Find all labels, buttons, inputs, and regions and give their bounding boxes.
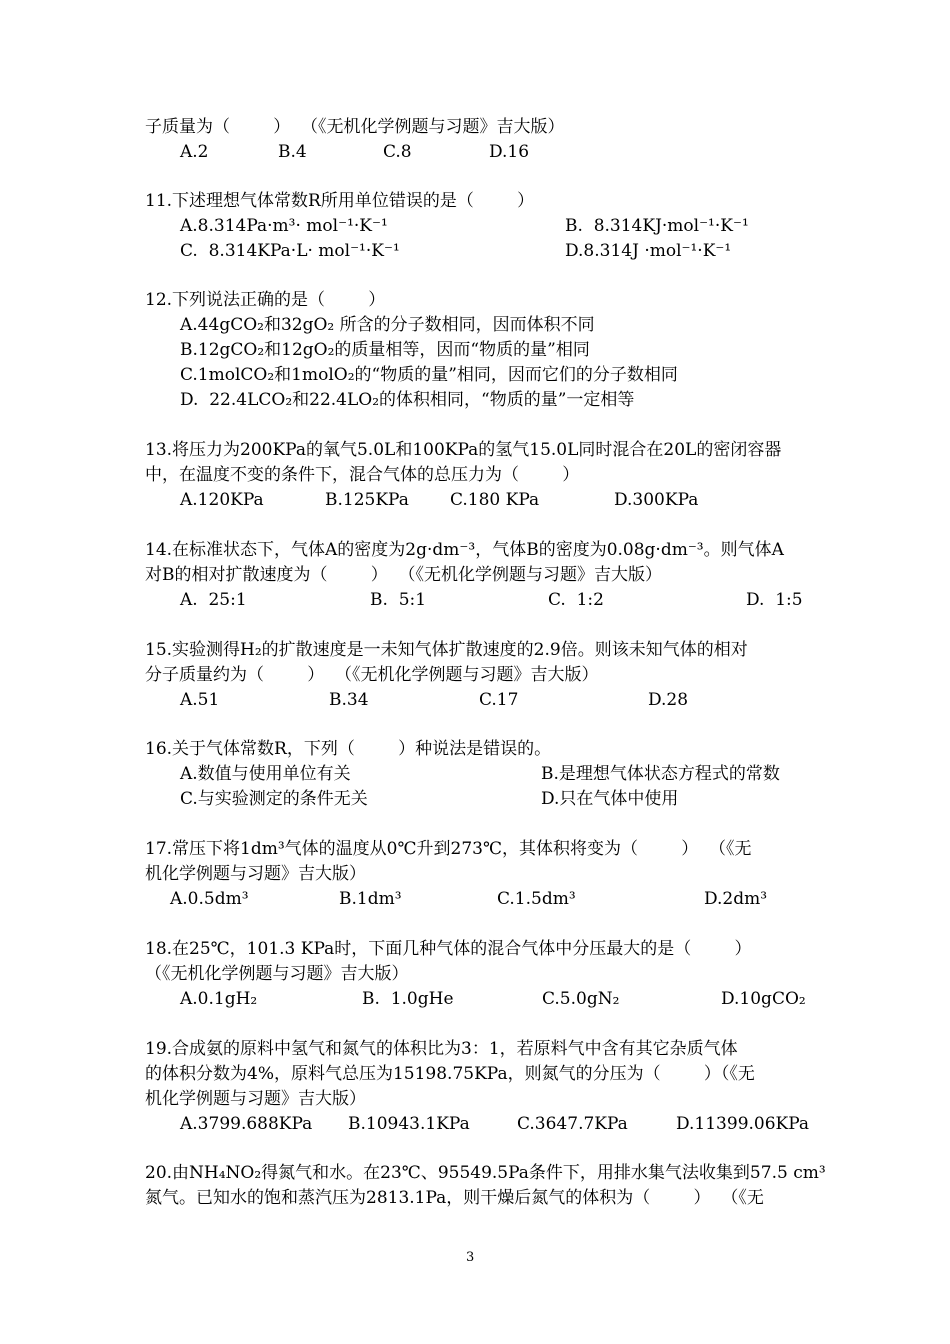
q15-stem-line: 分子质量约为（ ） （《无机化学例题与习题》吉大版） [145, 665, 599, 685]
q15-option-b: B.34 [329, 690, 369, 710]
q17-stem-line: 17.常压下将1dm³气体的温度从0℃升到273℃，其体积将变为（ ） （《无 [145, 839, 752, 859]
q10-option-b: B.4 [278, 142, 307, 162]
q18-option-a: A.0.1gH₂ [180, 989, 258, 1009]
q17-option-d: D.2dm³ [704, 889, 768, 909]
q20-stem-line: 氮气。已知水的饱和蒸汽压为2813.1Pa，则干燥后氮气的体积为（ ） （《无 [145, 1188, 764, 1208]
q11-option-a: A.8.314Pa·m³· mol⁻¹·K⁻¹ [180, 216, 388, 236]
q13-option-d: D.300KPa [614, 490, 699, 510]
q17-option-b: B.1dm³ [339, 889, 402, 909]
q11-option-c: C. 8.314KPa·L· mol⁻¹·K⁻¹ [180, 241, 400, 261]
q19-stem-line: 19.合成氨的原料中氢气和氮气的体积比为3：1，若原料气中含有其它杂质气体 [145, 1039, 738, 1059]
q18-stem-line: 18.在25℃，101.3 KPa时，下面几种气体的混合气体中分压最大的是（ ） [145, 939, 752, 959]
q14-stem-line: 14.在标准状态下，气体A的密度为2g·dm⁻³，气体B的密度为0.08g·dm⁻³。则气体A [145, 540, 784, 560]
q20-stem-line: 20.由NH₄NO₂得氮气和水。在23℃、95549.5Pa条件下，用排水集气法收集到57.5 cm³ [145, 1163, 826, 1183]
q14-option-a: A. 25:1 [180, 590, 247, 610]
q15-stem-line: 15.实验测得H₂的扩散速度是一未知气体扩散速度的2.9倍。则该未知气体的相对 [145, 640, 748, 660]
q14-option-c: C. 1:2 [548, 590, 604, 610]
q13-stem-line: 13.将压力为200KPa的氧气5.0L和100KPa的氢气15.0L同时混合在20L的密闭容器 [145, 440, 782, 460]
q10-option-a: A.2 [180, 142, 209, 162]
q13-option-b: B.125KPa [325, 490, 409, 510]
q11-option-b: B. 8.314KJ·mol⁻¹·K⁻¹ [565, 216, 749, 236]
page-number: 3 [466, 1250, 475, 1265]
q19-option-a: A.3799.688KPa [180, 1114, 313, 1134]
q12-option-c: C.1molCO₂和1molO₂的“物质的量”相同，因而它们的分子数相同 [180, 365, 678, 385]
q18-option-c: C.5.0gN₂ [542, 989, 620, 1009]
q15-option-d: D.28 [648, 690, 689, 710]
q16-option-c: C.与实验测定的条件无关 [180, 789, 368, 809]
q12-stem-line: 12.下列说法正确的是（ ） [145, 290, 386, 310]
q16-option-b: B.是理想气体状态方程式的常数 [541, 764, 780, 784]
q17-option-c: C.1.5dm³ [497, 889, 576, 909]
q14-option-b: B. 5:1 [370, 590, 427, 610]
q17-stem-line: 机化学例题与习题》吉大版） [145, 864, 366, 884]
q18-option-b: B. 1.0gHe [362, 989, 454, 1009]
q19-option-b: B.10943.1KPa [348, 1114, 470, 1134]
q10-stem-line: 子质量为（ ） （《无机化学例题与习题》吉大版） [145, 117, 565, 137]
q10-option-d: D.16 [489, 142, 530, 162]
q16-option-d: D.只在气体中使用 [541, 789, 679, 809]
q19-option-c: C.3647.7KPa [517, 1114, 628, 1134]
q19-stem-line: 的体积分数为4%，原料气总压为15198.75KPa，则氮气的分压为（ ）（《无 [145, 1064, 755, 1084]
q12-option-b: B.12gCO₂和12gO₂的质量相等，因而“物质的量”相同 [180, 340, 590, 360]
q11-option-d: D.8.314J ·mol⁻¹·K⁻¹ [565, 241, 732, 261]
q16-option-a: A.数值与使用单位有关 [180, 764, 351, 784]
q15-option-a: A.51 [180, 690, 220, 710]
q13-stem-line: 中，在温度不变的条件下，混合气体的总压力为（ ） [145, 465, 580, 485]
q14-stem-line: 对B的相对扩散速度为（ ） （《无机化学例题与习题》吉大版） [145, 565, 663, 585]
q12-option-a: A.44gCO₂和32gO₂ 所含的分子数相同，因而体积不同 [180, 315, 595, 335]
q18-option-d: D.10gCO₂ [721, 989, 806, 1009]
q12-option-d: D. 22.4LCO₂和22.4LO₂的体积相同，“物质的量”一定相等 [180, 390, 635, 410]
q19-option-d: D.11399.06KPa [676, 1114, 810, 1134]
q11-stem-line: 11.下述理想气体常数R所用单位错误的是（ ） [145, 191, 535, 211]
q17-option-a: A.0.5dm³ [170, 889, 249, 909]
q13-option-a: A.120KPa [180, 490, 264, 510]
q14-option-d: D. 1:5 [746, 590, 803, 610]
q18-stem-line: （《无机化学例题与习题》吉大版） [145, 964, 409, 984]
q13-option-c: C.180 KPa [450, 490, 540, 510]
q16-stem-line: 16.关于气体常数R，下列（ ）种说法是错误的。 [145, 739, 552, 759]
q10-option-c: C.8 [383, 142, 412, 162]
q19-stem-line: 机化学例题与习题》吉大版） [145, 1089, 366, 1109]
q15-option-c: C.17 [479, 690, 519, 710]
